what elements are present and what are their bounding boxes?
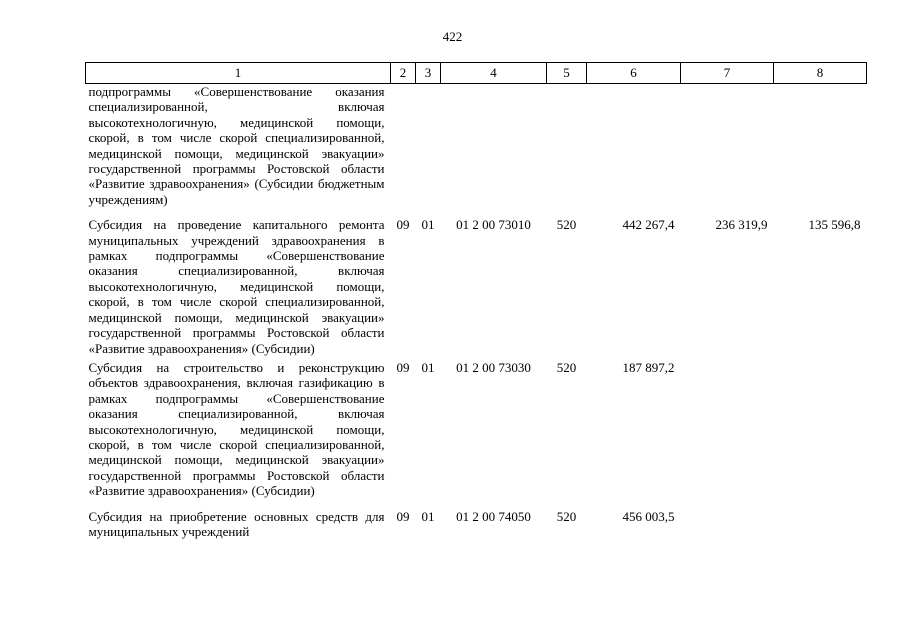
row-description: подпрограммы «Совершенствование оказания специализированной, включая высокотехнологичную, медицинской помощи, скорой, в том числе скорой специализированной, медицинской помощи, медицинской эвакуации» государственной программы Ростовской области «Развитие здравоохранения» (Субсидии бюджетным учреждениям) [88, 84, 385, 207]
row-target-article-code [441, 84, 547, 210]
row-subsection-code: 01 [421, 359, 435, 375]
column-header-3: 3 [416, 63, 441, 84]
table-row [86, 358, 867, 501]
row-amount-1: 187 897,2 [622, 359, 675, 375]
row-expense-type-code: 520 [556, 508, 577, 524]
row-amount-1 [587, 84, 681, 210]
row-description: Субсидия на приобретение основных средств для муниципальных учреждений [88, 508, 385, 539]
row-expense-type-code [547, 84, 587, 210]
column-header-7: 7 [681, 63, 774, 84]
budget-table [85, 62, 867, 541]
row-subsection-code: 01 [421, 217, 435, 233]
row-subsection-code: 01 [421, 508, 435, 524]
table-row [86, 501, 867, 542]
table-row [86, 84, 867, 210]
row-description: Субсидия на проведение капитального ремонта муниципальных учреждений здравоохранения в рамках подпрограммы «Совершенствование оказания специализированной, включая высокотехнологичную, медицинской помощи, скорой, в том числе скорой специализированной, медицинской помощи, медицинской эвакуации» государственной программы Ростовской области «Развитие здравоохранения» (Субсидии) [88, 217, 385, 356]
row-section-code [391, 84, 416, 210]
column-header-6: 6 [587, 63, 681, 84]
row-target-article-code: 01 2 00 74050 [456, 508, 531, 524]
row-amount-2 [681, 84, 774, 210]
row-section-code: 09 [396, 217, 410, 233]
row-amount-2: 236 319,9 [715, 217, 768, 233]
row-amount-3: 135 596,8 [808, 217, 861, 233]
row-amount-3 [774, 84, 867, 210]
row-subsection-code [416, 84, 441, 210]
column-header-2: 2 [391, 63, 416, 84]
column-header-5: 5 [547, 63, 587, 84]
row-amount-3 [774, 358, 867, 501]
row-target-article-code: 01 2 00 73010 [456, 217, 531, 233]
table-row [86, 209, 867, 358]
row-target-article-code: 01 2 00 73030 [456, 359, 531, 375]
row-section-code: 09 [396, 508, 410, 524]
row-description: Субсидия на строительство и реконструкцию объектов здравоохранения, включая газификацию в рамках подпрограммы «Совершенствование оказания специализированной, включая высокотехнологичную, медицинской помощи, скорой, в том числе скорой специализированной, медицинской помощи, медицинской эвакуации» государственной программы Ростовской области «Развитие здравоохранения» (Субсидии) [88, 359, 385, 499]
row-expense-type-code: 520 [556, 217, 577, 233]
row-amount-2 [681, 358, 774, 501]
column-header-8: 8 [774, 63, 867, 84]
row-expense-type-code: 520 [556, 359, 577, 375]
column-header-1: 1 [86, 63, 391, 84]
row-amount-1: 442 267,4 [622, 217, 675, 233]
page-number: 422 [442, 29, 463, 44]
row-amount-3 [774, 501, 867, 542]
row-amount-2 [681, 501, 774, 542]
row-amount-1: 456 003,5 [622, 508, 675, 524]
row-section-code: 09 [396, 359, 410, 375]
column-number-header-row [86, 63, 867, 84]
column-header-4: 4 [441, 63, 547, 84]
